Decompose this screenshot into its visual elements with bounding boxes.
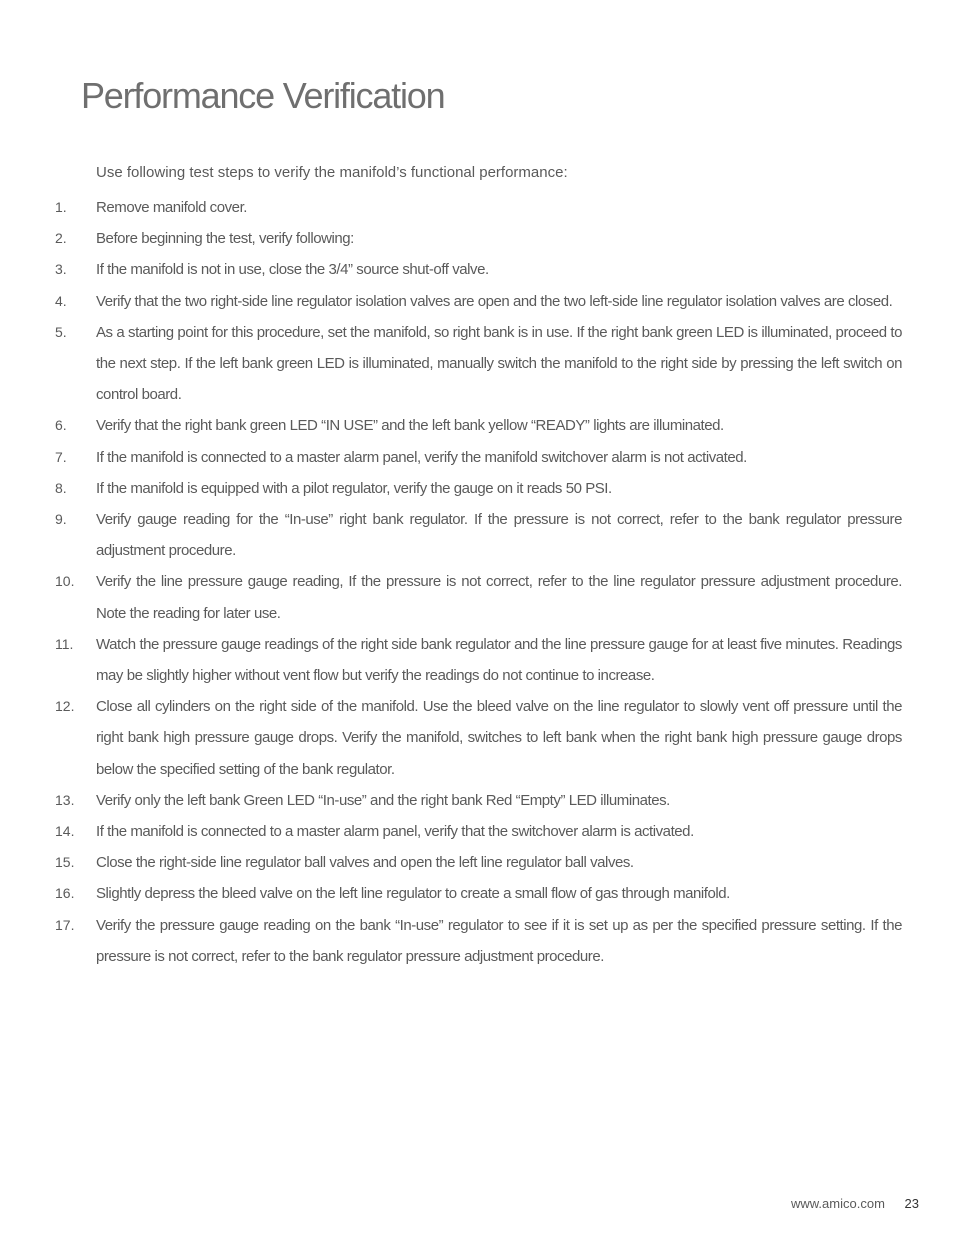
list-item [0, 785, 902, 816]
step-number: 2. [55, 230, 67, 247]
step-text: Before beginning the test, verify following: [96, 230, 354, 248]
list-item [0, 566, 902, 628]
list-item [0, 629, 902, 691]
step-number: 11. [55, 635, 74, 652]
list-item [0, 442, 902, 473]
page-title: Performance Verification [81, 75, 445, 116]
step-text: Verify gauge reading for the “In-use” right bank regulator. If the pressure is not correct, refer to the bank regulator pressure adjustment procedure. [96, 511, 902, 560]
step-text: Verify the line pressure gauge reading, If the pressure is not correct, refer to the line regulator pressure adjustment procedure. Note the reading for later use. [96, 573, 902, 622]
page-number: 23 [904, 1196, 919, 1211]
step-text: Verify the pressure gauge reading on the bank “In-use” regulator to see if it is set up as per the specified pressure setting. If the pressure is not correct, refer to the bank regulator pressure adjustment procedure. [96, 916, 902, 965]
step-number: 10. [55, 573, 75, 590]
list-item [0, 504, 902, 566]
list-item [0, 910, 902, 972]
step-number: 17. [55, 916, 75, 933]
list-item [0, 254, 902, 285]
step-number: 7. [55, 448, 67, 465]
list-item [0, 878, 902, 909]
step-number: 4. [55, 292, 67, 309]
list-item [0, 847, 902, 878]
step-text: If the manifold is connected to a master alarm panel, verify the manifold switchover alarm is not activated. [96, 448, 747, 466]
list-item [0, 816, 902, 847]
step-text: Verify that the right bank green LED “IN USE” and the left bank yellow “READY” lights are illuminated. [96, 417, 724, 435]
step-text: Slightly depress the bleed valve on the left line regulator to create a small flow of gas through manifold. [96, 885, 730, 903]
list-item [0, 317, 902, 411]
step-text: If the manifold is not in use, close the 3/4” source shut-off valve. [96, 261, 489, 279]
step-number: 9. [55, 511, 67, 528]
step-number: 14. [55, 823, 75, 840]
step-number: 3. [55, 261, 67, 278]
step-number: 6. [55, 417, 67, 434]
step-number: 13. [55, 791, 75, 808]
list-item [0, 473, 902, 504]
step-number: 12. [55, 698, 75, 715]
step-text: Verify only the left bank Green LED “In-use” and the right bank Red “Empty” LED illuminates. [96, 791, 670, 809]
step-number: 1. [55, 199, 67, 215]
step-text: Close the right-side line regulator ball valves and open the left line regulator ball valves. [96, 854, 634, 872]
step-number: 15. [55, 854, 75, 871]
intro-text: Use following test steps to verify the manifold’s functional performance: [96, 164, 568, 181]
list-item [0, 691, 902, 785]
list-item [0, 192, 902, 223]
step-text: As a starting point for this procedure, set the manifold, so right bank is in use. If the right bank green LED is illuminated, proceed to the next step. If the left bank green LED is illuminated, manually switch the manifold to the right side by pressing the left switch on control board. [96, 323, 902, 404]
list-item [0, 223, 902, 254]
step-text: Watch the pressure gauge readings of the right side bank regulator and the line pressure gauge for at least five minutes. Readings may be slightly higher without vent flow but verify the readings do not continue to increase. [96, 635, 902, 685]
steps-list [0, 192, 954, 972]
step-text: Verify that the two right-side line regulator isolation valves are open and the two left-side line regulator isolation valves are closed. [96, 292, 893, 310]
step-text: If the manifold is equipped with a pilot regulator, verify the gauge on it reads 50 PSI. [96, 479, 612, 497]
step-number: 16. [55, 885, 75, 902]
step-text: If the manifold is connected to a master alarm panel, verify that the switchover alarm is activated. [96, 823, 694, 841]
step-number: 8. [55, 479, 67, 496]
page-footer [791, 1196, 919, 1211]
list-item [0, 286, 902, 317]
list-item [0, 410, 902, 441]
step-text: Remove manifold cover. [96, 199, 248, 216]
footer-url: www.amico.com [790, 1196, 885, 1211]
step-number: 5. [55, 323, 67, 340]
step-text: Close all cylinders on the right side of the manifold. Use the bleed valve on the line regulator to slowly vent off pressure until the right bank high pressure gauge drops. Verify the manifold, switches to left bank when the right bank high pressure gauge drops below the specified setting of the bank regulator. [96, 698, 902, 778]
